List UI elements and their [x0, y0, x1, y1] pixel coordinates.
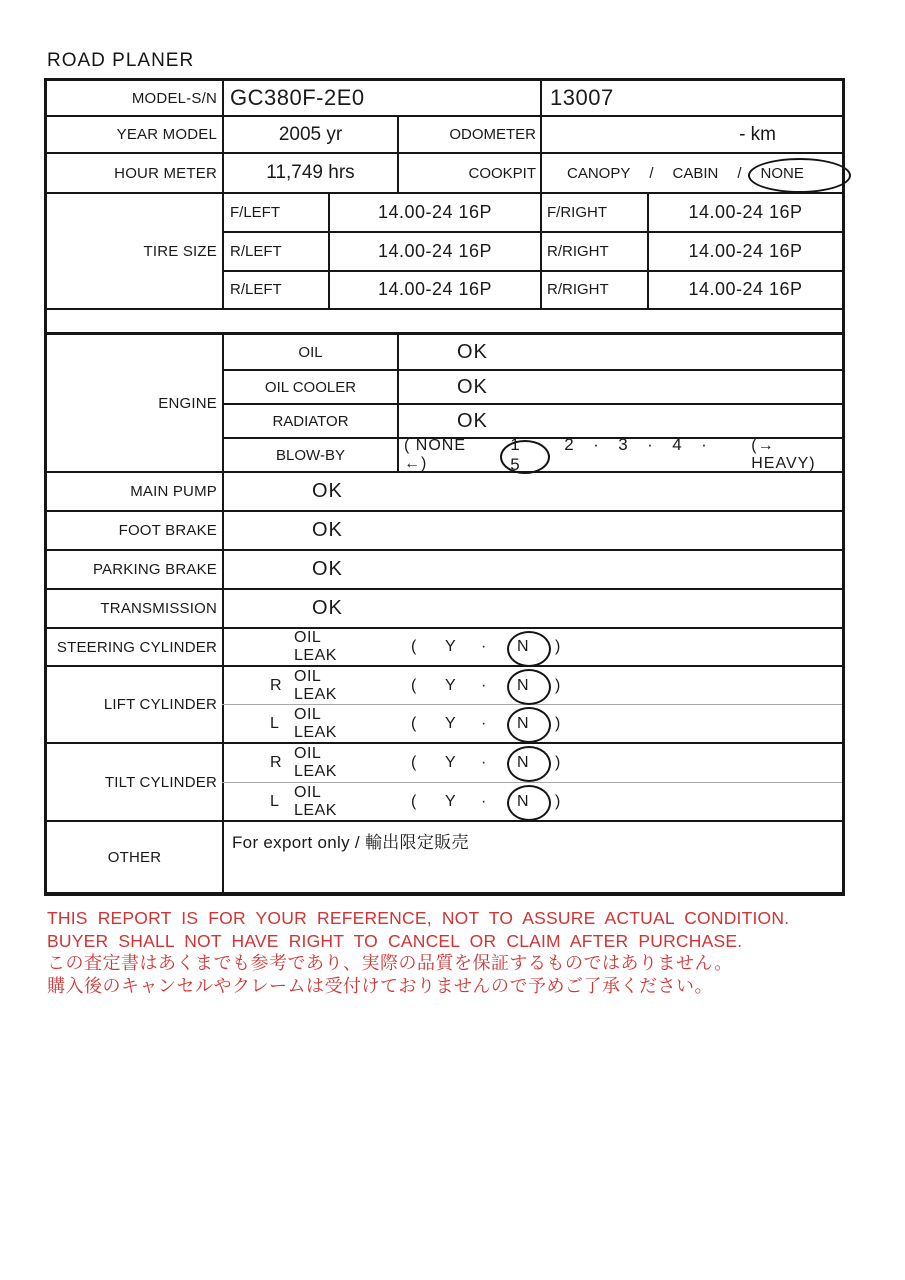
tire-row — [222, 270, 842, 308]
engine-row — [222, 403, 842, 437]
oil-leak-label: OIL LEAK — [294, 705, 337, 741]
year-odometer-row — [47, 115, 842, 152]
engine-item-status: OK — [397, 371, 842, 403]
lift-cylinder-label: LIFT CYLINDER — [103, 696, 217, 713]
tire-position-label: F/RIGHT — [540, 194, 647, 231]
tire-size-value: 14.00-24 16P — [647, 233, 842, 269]
blowby-label: BLOW-BY — [222, 439, 397, 471]
foot-brake-status: OK — [222, 512, 842, 549]
odometer-value: - km — [540, 117, 842, 152]
leak-dot: · — [481, 714, 487, 732]
engine-section — [47, 332, 842, 474]
engine-item-status: OK — [397, 405, 842, 437]
check-row — [47, 510, 842, 549]
oil-leak-row — [222, 667, 842, 704]
odometer-label: ODOMETER — [397, 117, 540, 152]
oil-leak-check — [222, 667, 842, 704]
cockpit-label: COOKPIT — [397, 154, 540, 192]
disclaimer-line: この査定書はあくまでも参考であり、実際の品質を保証するものではありません。 — [47, 953, 733, 973]
tire-size-section — [47, 192, 842, 308]
hour-meter-label: HOUR METER — [114, 164, 217, 182]
steering-cylinder-label: STEERING CYLINDER — [56, 638, 217, 656]
tire-position-label: R/RIGHT — [540, 233, 647, 269]
paren-open: ( — [411, 792, 417, 810]
tire-size-value: 14.00-24 16P — [328, 194, 540, 231]
blowby-scale-4: 4 — [672, 435, 682, 454]
oil-leak-row — [222, 782, 842, 820]
oil-leak-label: OIL LEAK — [294, 783, 337, 819]
leak-option-yes: Y — [445, 754, 456, 771]
tire-size-label: TIRE SIZE — [143, 242, 217, 260]
leak-option-no: N — [517, 754, 529, 771]
tilt-cylinder-section — [47, 742, 842, 820]
lift-cylinder-section — [47, 665, 842, 742]
leak-option-no: N — [517, 638, 529, 655]
paren-open: ( — [411, 754, 417, 771]
blank-row — [47, 308, 842, 332]
blowby-none-note: ( NONE ←) — [404, 437, 466, 472]
leak-dot: · — [481, 676, 487, 694]
inspection-report-table — [44, 78, 845, 896]
paren-open: ( — [411, 714, 417, 732]
oil-leak-check — [222, 783, 842, 820]
tire-position-label: F/LEFT — [222, 194, 328, 231]
check-row — [47, 588, 842, 627]
leak-option-no: N — [517, 676, 529, 694]
disclaimer-line: 購入後のキャンセルやクレームは受付けておりませんので予めご了承ください。 — [47, 976, 713, 996]
model-sn-label: MODEL-S/N — [131, 89, 217, 107]
tire-position-label: R/LEFT — [222, 233, 328, 269]
blowby-scale-5: 5 — [510, 455, 520, 474]
transmission-status: OK — [222, 590, 842, 627]
leak-prefix: R — [270, 676, 282, 694]
oil-leak-label: OIL LEAK — [294, 667, 337, 703]
paren-open: ( — [411, 676, 417, 694]
leak-option-yes: Y — [445, 792, 456, 810]
parking-brake-status: OK — [222, 551, 842, 588]
tire-row — [222, 231, 842, 269]
disclaimer — [47, 907, 789, 998]
blowby-scale-3: 3 — [618, 435, 628, 454]
leak-prefix: L — [270, 714, 279, 732]
paren-open: ( — [411, 638, 417, 655]
tire-row — [222, 194, 842, 231]
other-label: OTHER — [107, 848, 162, 866]
cockpit-option-canopy: CANOPY — [567, 164, 631, 182]
blowby-scale-1: 1 — [510, 435, 520, 454]
oil-leak-row — [222, 744, 842, 782]
leak-option-no: N — [517, 714, 529, 732]
blowby-scale-2: 2 — [564, 435, 574, 454]
leak-prefix: R — [270, 754, 282, 771]
blowby-dot: · — [647, 435, 653, 454]
transmission-label: TRANSMISSION — [100, 600, 217, 617]
blowby-scale — [397, 435, 842, 474]
cockpit-option-cabin: CABIN — [672, 164, 719, 182]
tire-size-value: 14.00-24 16P — [328, 272, 540, 308]
hour-meter-value: 11,749 hrs — [222, 154, 397, 192]
engine-label: ENGINE — [158, 394, 217, 412]
engine-item-label: OIL — [222, 335, 397, 369]
oil-leak-check — [222, 705, 842, 742]
engine-row — [222, 335, 842, 369]
check-row — [47, 549, 842, 588]
engine-item-label: OIL COOLER — [222, 371, 397, 403]
year-model-label: YEAR MODEL — [116, 126, 217, 143]
leak-option-no: N — [517, 792, 529, 810]
paren-close: ) — [555, 792, 561, 810]
leak-dot: · — [481, 638, 487, 655]
tilt-cylinder-label: TILT CYLINDER — [104, 773, 217, 791]
main-pump-status: OK — [222, 473, 842, 510]
check-row — [47, 471, 842, 510]
blowby-row — [222, 435, 842, 474]
tire-size-value: 14.00-24 16P — [328, 233, 540, 269]
blowby-dot: · — [701, 435, 707, 454]
foot-brake-label: FOOT BRAKE — [118, 522, 217, 539]
year-value: 2005 yr — [222, 117, 397, 152]
blowby-heavy-note: (→ HEAVY) — [751, 437, 816, 472]
tire-position-label: R/LEFT — [222, 272, 328, 308]
engine-item-status: OK — [397, 335, 842, 369]
leak-option-yes: Y — [445, 676, 456, 694]
disclaimer-line: BUYER SHALL NOT HAVE RIGHT TO CANCEL OR CLAIM AFTER PURCHASE. — [47, 930, 743, 951]
other-row — [47, 820, 842, 892]
paren-close: ) — [555, 754, 561, 771]
hour-cockpit-row — [47, 152, 842, 192]
oil-leak-label: OIL LEAK — [294, 629, 337, 664]
leak-option-yes: Y — [445, 714, 456, 732]
cockpit-separator: / — [737, 164, 742, 182]
oil-leak-row — [222, 704, 842, 742]
model-serial-row — [47, 81, 842, 115]
cockpit-option-none: NONE — [760, 164, 804, 182]
oil-leak-check — [222, 744, 842, 782]
oil-leak-label: OIL LEAK — [294, 745, 337, 780]
leak-dot: · — [481, 792, 487, 810]
blowby-scale-values — [501, 435, 738, 475]
disclaimer-line: THIS REPORT IS FOR YOUR REFERENCE, NOT TO ASSURE ACTUAL CONDITION. — [47, 908, 790, 928]
oil-leak-check — [222, 629, 842, 665]
leak-dot: · — [481, 754, 487, 771]
leak-option-yes: Y — [445, 638, 456, 655]
tire-size-value: 14.00-24 16P — [647, 272, 842, 308]
cockpit-options — [540, 154, 842, 192]
engine-item-label: RADIATOR — [222, 405, 397, 437]
blowby-dot: · — [539, 435, 545, 454]
page-title: ROAD PLANER — [47, 50, 195, 71]
paren-close: ) — [555, 714, 561, 732]
serial-value: 13007 — [540, 81, 842, 115]
paren-close: ) — [555, 676, 561, 694]
parking-brake-label: PARKING BRAKE — [92, 561, 217, 578]
paren-close: ) — [555, 638, 561, 655]
engine-row — [222, 369, 842, 403]
leak-prefix: L — [270, 792, 279, 810]
cockpit-separator: / — [649, 164, 654, 182]
steering-cylinder-row — [47, 627, 842, 665]
blowby-dot: · — [593, 435, 599, 454]
tire-size-value: 14.00-24 16P — [647, 194, 842, 231]
other-value: For export only / 輸出限定販売 — [222, 822, 842, 892]
main-pump-label: MAIN PUMP — [130, 483, 217, 500]
model-value: GC380F-2E0 — [222, 81, 540, 115]
tire-position-label: R/RIGHT — [540, 272, 647, 308]
